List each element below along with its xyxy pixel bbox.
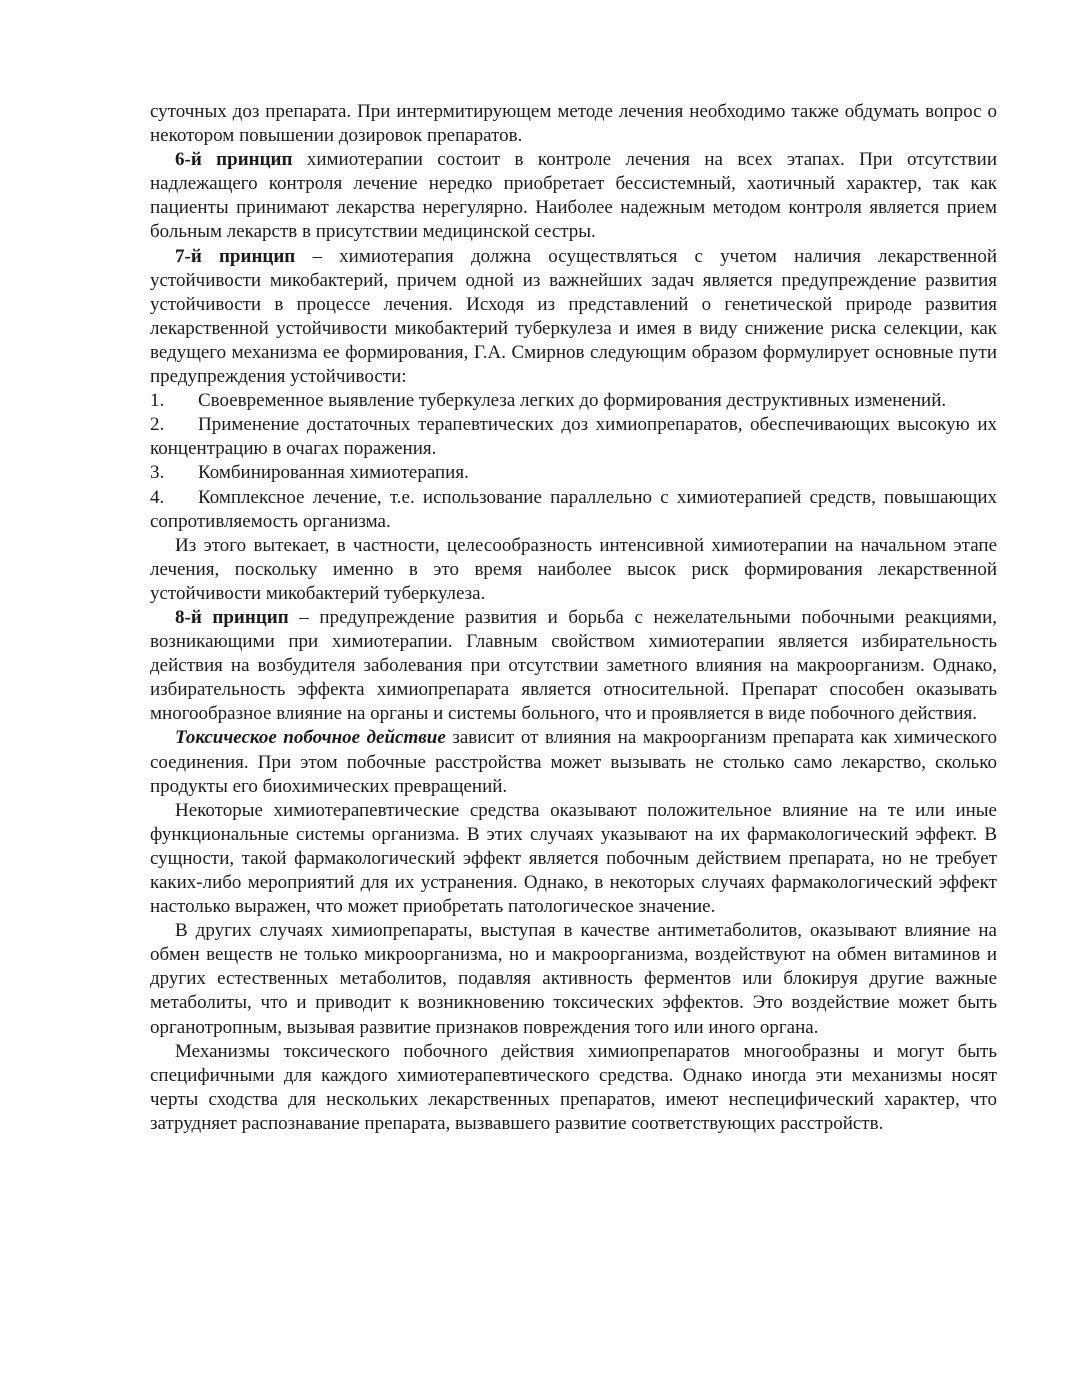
paragraph-after-list: Из этого вытекает, в частности, целесообразность интенсивной химиотерапии на начальном этапе лечения, поскольку именно в это время наиболее высок риск формирования лекарственной устойчивости микобактерий туберкулеза. <box>150 534 997 604</box>
principle-8-text: – предупреждение развития и борьба с нежелательными побочными реакциями, возникающими при химиотерапии. Главным свойством химиотерапии является избирательность действия на возбудителя заболевания при отсутствии заметного влияния на макроорганизм. Однако, избирательность эффекта химиопрепарата является относительной. Препарат способен оказывать многообразное влияние на органы и системы больного, что и проявляется в виде побочного действия. <box>150 606 997 725</box>
paragraph-principle-7 <box>150 245 997 390</box>
principle-8-term: 8-й принцип <box>175 606 289 628</box>
toxic-effect-text: зависит от влияния на макроорганизм препарата как химического соединения. При этом побочные расстройства может вызывать не столько само лекарство, сколько продукты его биохимических превращений. <box>150 727 997 797</box>
document-page <box>150 100 997 1136</box>
list-item <box>150 413 997 461</box>
list-item <box>150 389 997 413</box>
list-item <box>150 486 997 534</box>
paragraph-pharmacological-effect: Некоторые химиотерапевтические средства оказывают положительное влияние на те или иные функциональные системы организма. В этих случаях указывают на их фармакологический эффект. В сущности, такой фармакологический эффект является побочным действием препарата, но не требует каких-либо мероприятий для их устранения. Однако, в некоторых случаях фармакологический эффект настолько выражен, что может приобретать патологическое значение. <box>150 799 997 918</box>
list-item <box>150 461 997 485</box>
principle-6-text: химиотерапии состоит в контроле лечения на всех этапах. При отсутствии надлежащего контроля лечение нередко приобретает бессистемный, хаотичный характер, так как пациенты принимают лекарства нерегулярно. Наиболее надежным методом контроля является прием больным лекарств в присутствии медицинской сестры. <box>150 149 997 243</box>
paragraph-toxic-effect <box>150 726 997 798</box>
paragraph-antimetabolites: В других случаях химиопрепараты, выступая в качестве антиметаболитов, оказывают влияние на обмен веществ не только микроорганизма, но и макроорганизма, воздействуют на обмен витаминов и других естественных метаболитов, подавляя активность ферментов или блокируя другие важные метаболиты, что и приводит к возникновению токсических эффектов. Это воздействие может быть органотропным, вызывая развитие признаков повреждения того или иного органа. <box>150 920 997 1038</box>
paragraph-mechanisms: Механизмы токсического побочного действия химиопрепаратов многообразны и могут быть специфичными для каждого химиотерапевтического средства. Однако иногда эти механизмы носят черты сходства для нескольких лекарственных препаратов, имеют неспецифический характер, что затрудняет распознавание препарата, вызвавшего развитие соответствующих расстройств. <box>150 1040 997 1134</box>
list-text: Комплексное лечение, т.е. использование параллельно с химиотерапией средств, повышающих сопротивляемость организма. <box>150 486 997 532</box>
principle-6-term: 6-й принцип <box>175 149 293 171</box>
list-number: 4. <box>150 486 165 508</box>
list-number: 2. <box>150 414 165 436</box>
toxic-effect-term: Токсическое побочное действие <box>175 727 446 749</box>
list-number: 3. <box>150 462 165 484</box>
paragraph-principle-8 <box>150 606 997 726</box>
principle-7-text: – химиотерапия должна осуществляться с учетом наличия лекарственной устойчивости микобактерий, причем одной из важнейших задач является предупреждение развития устойчивости в процессе лечения. Исходя из представлений о генетической природе развития лекарственной устойчивости микобактерий туберкулеза и имея в виду снижение риска селекции, как ведущего механизма ее формирования, Г.А. Смирнов следующим образом формулирует основные пути предупреждения устойчивости: <box>150 245 997 388</box>
paragraph-principle-6 <box>150 148 997 244</box>
list-number: 1. <box>150 390 165 412</box>
list-text: Применение достаточных терапевтических доз химиопрепаратов, обеспечивающих высокую их концентрацию в очагах поражения. <box>150 414 997 460</box>
principle-7-term: 7-й принцип <box>175 245 296 267</box>
paragraph-intro: суточных доз препарата. При интермитирующем методе лечения необходимо также обдумать вопрос о некотором повышении дозировок препаратов. <box>150 101 997 147</box>
list-text: Комбинированная химиотерапия. <box>198 462 469 484</box>
list-text: Своевременное выявление туберкулеза легких до формирования деструктивных изменений. <box>198 390 947 412</box>
